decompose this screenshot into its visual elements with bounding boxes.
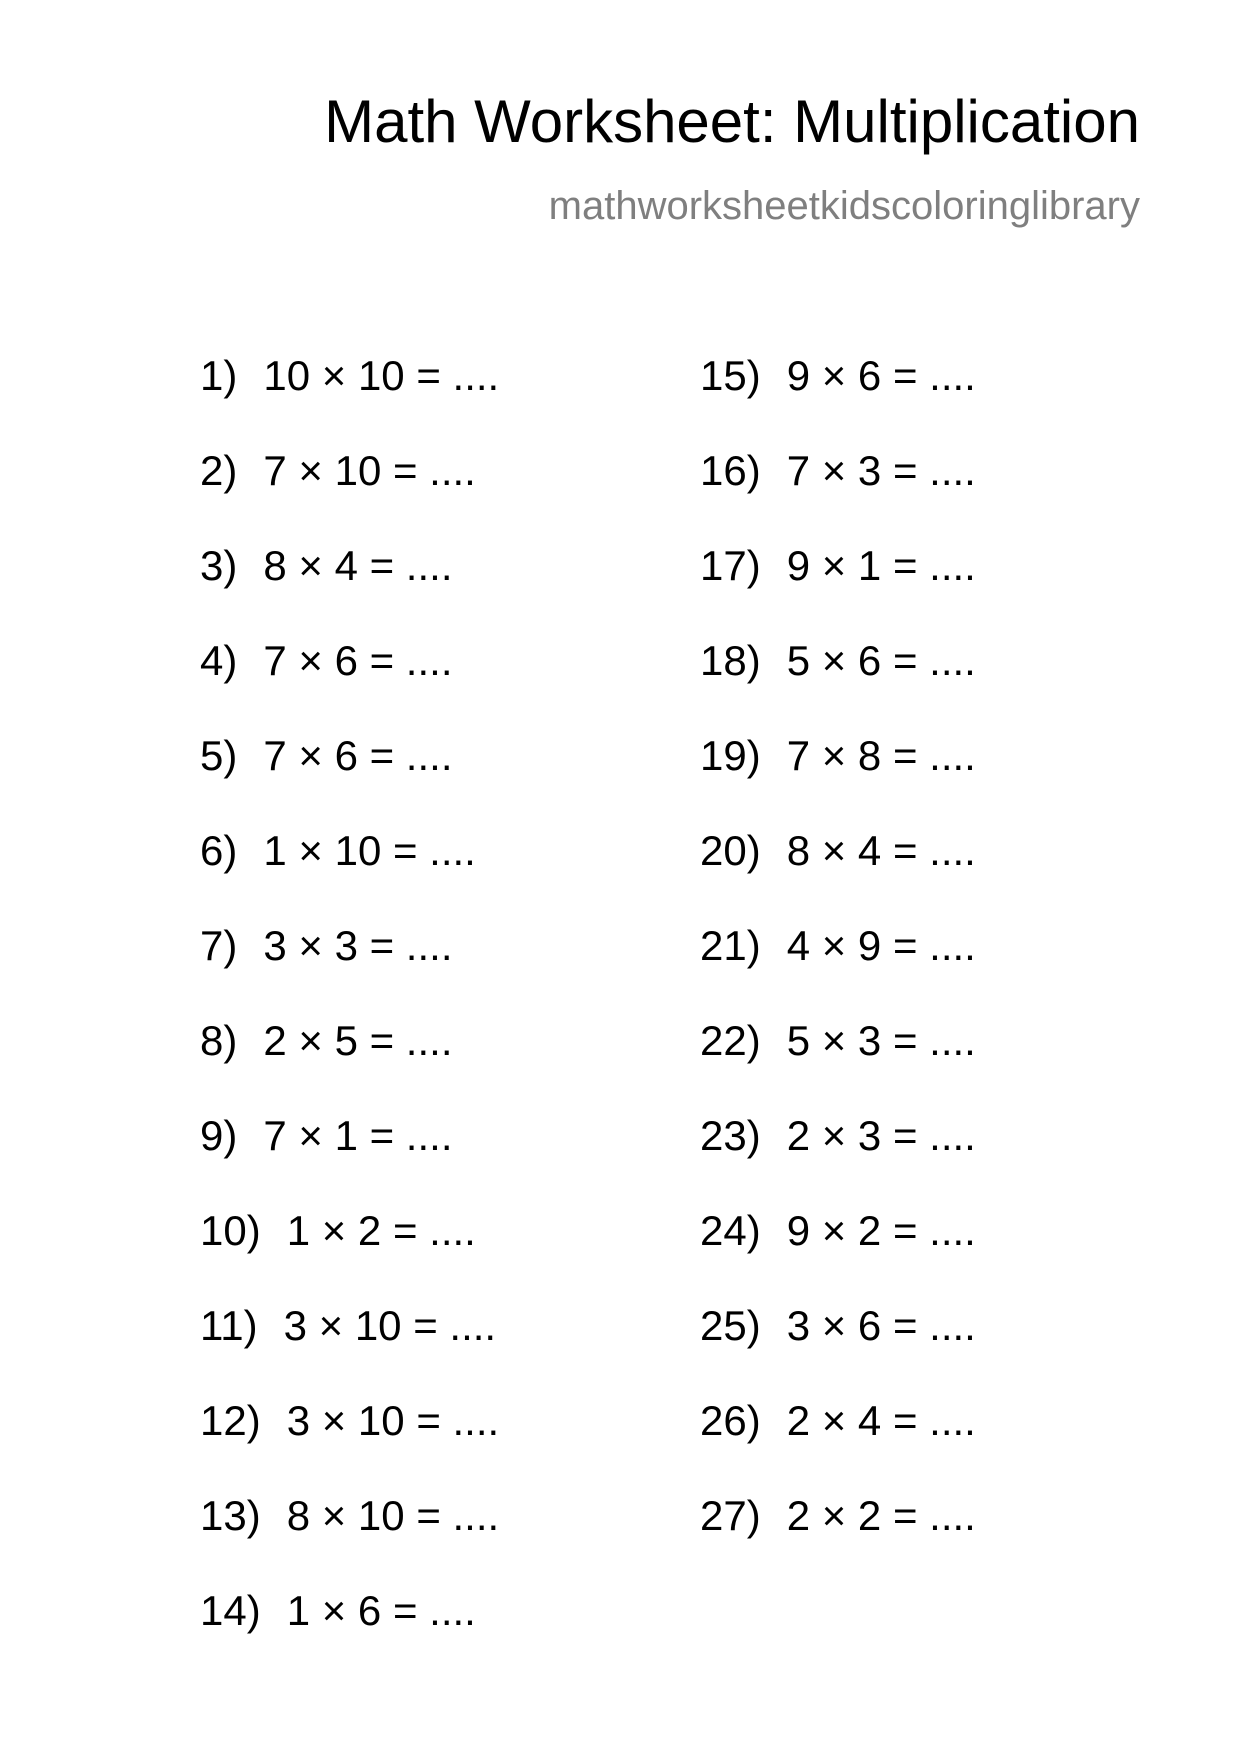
problem-expression: 7 × 3 = .... (786, 447, 976, 494)
problem-expression: 3 × 10 = .... (283, 1302, 497, 1349)
problem-expression: 7 × 6 = .... (263, 637, 453, 684)
problem-expression: 8 × 4 = .... (786, 827, 976, 874)
problem-number: 24) (700, 1207, 761, 1254)
problem-number: 7) (200, 922, 238, 969)
problem-number: 5) (200, 732, 238, 779)
problem-number: 19) (700, 732, 761, 779)
problem-number: 14) (200, 1587, 261, 1634)
problem-item (700, 732, 976, 827)
problem-expression: 9 × 1 = .... (786, 542, 976, 589)
problem-item (700, 1017, 976, 1112)
problem-number: 16) (700, 447, 761, 494)
problem-item (700, 827, 976, 922)
problem-expression: 2 × 5 = .... (263, 1017, 453, 1064)
problem-expression: 2 × 2 = .... (786, 1492, 976, 1539)
problem-number: 9) (200, 1112, 238, 1159)
problem-item (200, 447, 499, 542)
problem-list-left (200, 352, 499, 1682)
problem-number: 1) (200, 352, 238, 399)
problem-expression: 5 × 3 = .... (786, 1017, 976, 1064)
problem-expression: 3 × 10 = .... (286, 1397, 500, 1444)
problem-item (200, 922, 499, 1017)
problem-expression: 3 × 3 = .... (263, 922, 453, 969)
problem-expression: 3 × 6 = .... (786, 1302, 976, 1349)
problem-expression: 1 × 10 = .... (263, 827, 476, 874)
problem-item (700, 1397, 976, 1492)
problem-expression: 5 × 6 = .... (786, 637, 976, 684)
problem-item (200, 1492, 499, 1587)
problem-number: 12) (200, 1397, 261, 1444)
problem-number: 8) (200, 1017, 238, 1064)
problem-number: 15) (700, 352, 761, 399)
problem-expression: 9 × 2 = .... (786, 1207, 976, 1254)
problem-item (700, 352, 976, 447)
problem-item (200, 1112, 499, 1207)
problem-item (200, 732, 499, 827)
problem-number: 23) (700, 1112, 761, 1159)
problem-expression: 9 × 6 = .... (786, 352, 976, 399)
problem-item (700, 922, 976, 1017)
problem-item (700, 1302, 976, 1397)
problem-item (700, 447, 976, 542)
problem-number: 26) (700, 1397, 761, 1444)
problem-number: 4) (200, 637, 238, 684)
problem-number: 13) (200, 1492, 261, 1539)
problem-item (200, 1302, 499, 1397)
problem-expression: 7 × 8 = .... (786, 732, 976, 779)
page-subtitle: mathworksheetkidscoloringlibrary (548, 184, 1140, 228)
problem-expression: 8 × 10 = .... (286, 1492, 500, 1539)
problem-item (200, 637, 499, 732)
problem-number: 11) (200, 1302, 258, 1349)
problem-item (200, 1397, 499, 1492)
problem-number: 20) (700, 827, 761, 874)
problem-item (700, 1112, 976, 1207)
problem-number: 21) (700, 922, 761, 969)
problem-item (700, 637, 976, 732)
problem-expression: 7 × 10 = .... (263, 447, 476, 494)
problem-expression: 7 × 6 = .... (263, 732, 453, 779)
problem-expression: 8 × 4 = .... (263, 542, 453, 589)
problem-number: 22) (700, 1017, 761, 1064)
problem-number: 25) (700, 1302, 761, 1349)
problem-expression: 2 × 3 = .... (786, 1112, 976, 1159)
problem-item (200, 1587, 499, 1682)
problem-item (200, 1207, 499, 1302)
problem-item (200, 827, 499, 922)
problem-item (700, 1492, 976, 1587)
problem-number: 27) (700, 1492, 761, 1539)
problem-item (200, 1017, 499, 1112)
problem-number: 6) (200, 827, 238, 874)
problem-expression: 7 × 1 = .... (263, 1112, 453, 1159)
problem-item (200, 352, 499, 447)
problem-list-right (700, 352, 976, 1587)
problem-item (700, 542, 976, 637)
problem-number: 3) (200, 542, 238, 589)
problem-expression: 4 × 9 = .... (786, 922, 976, 969)
problem-expression: 2 × 4 = .... (786, 1397, 976, 1444)
problem-number: 10) (200, 1207, 261, 1254)
problem-expression: 1 × 6 = .... (286, 1587, 476, 1634)
problem-number: 2) (200, 447, 238, 494)
problem-item (700, 1207, 976, 1302)
worksheet-header (324, 88, 1140, 228)
problem-number: 18) (700, 637, 761, 684)
problem-number: 17) (700, 542, 761, 589)
page-title: Math Worksheet: Multiplication (324, 88, 1140, 155)
problem-expression: 1 × 2 = .... (286, 1207, 476, 1254)
problem-item (200, 542, 499, 637)
problem-expression: 10 × 10 = .... (263, 352, 500, 399)
